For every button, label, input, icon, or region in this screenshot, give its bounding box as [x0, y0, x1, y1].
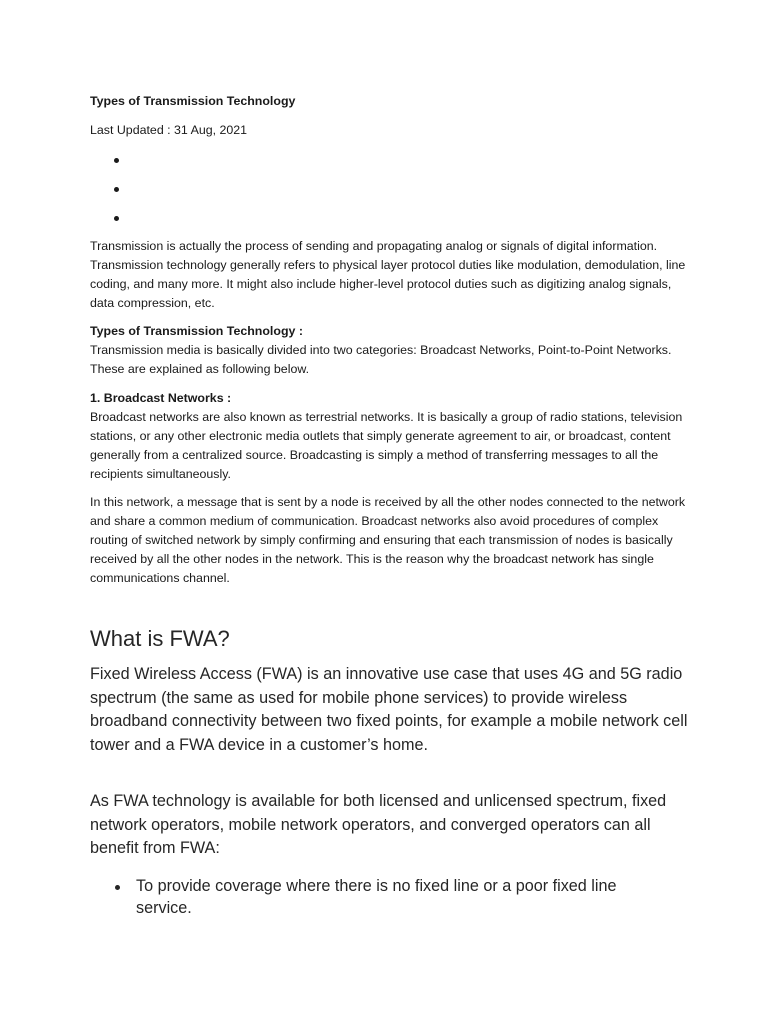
intro-block: [90, 237, 690, 313]
fwa-bullet-list: [112, 876, 672, 919]
fwa-heading: What is FWA?: [90, 626, 230, 651]
network-paragraph: In this network, a message that is sent by a node is received by all the other nodes connected to the network and share a common medium of communication. Broadcast networks also avoid procedures of complex routing of switched network by simply confirming and ensuring that each transmission of nodes is basically received by all the other nodes in the network. This is the reason why the broadcast network has single communications channel.: [90, 495, 686, 585]
types-heading: Types of Transmission Technology :: [90, 324, 303, 338]
last-updated-block: [90, 121, 690, 140]
intro-paragraph: Transmission is actually the process of sending and propagating analog or signals of digital information. Transmission technology generally refers to physical layer protocol duties like modulation, demodulation, line coding, and many more. It might also include higher-level protocol duties such as digitizing analog signals, data compression, etc.: [90, 239, 686, 310]
types-paragraph: Transmission media is basically divided into two categories: Broadcast Networks, Point-to-Point Networks. These are explained as following below.: [90, 343, 672, 376]
last-updated: Last Updated : 31 Aug, 2021: [90, 123, 248, 137]
broadcast-block: [90, 389, 690, 484]
fwa-paragraph-2: As FWA technology is available for both licensed and unlicensed spectrum, fixed network operators, mobile network operators, and converged operators can all benefit from FWA:: [90, 792, 667, 857]
broadcast-heading: 1. Broadcast Networks :: [90, 391, 232, 405]
broadcast-paragraph: Broadcast networks are also known as terrestrial networks. It is basically a group of radio stations, television stations, or any other electronic media outlets that simply generate agreement to air, or broadcast, content generally from a centralized source. Broadcasting is simply a method of transferring messages to all the recipients simultaneously.: [90, 410, 683, 481]
doc-title: Types of Transmission Technology: [90, 94, 296, 108]
fwa-paragraph-1: Fixed Wireless Access (FWA) is an innovative use case that uses 4G and 5G radio spectrum (the same as used for mobile phone services) to provide wireless broadband connectivity between two fixed points, for example a mobile network cell tower and a FWA device in a customer’s home.: [90, 665, 688, 754]
network-block: [90, 493, 690, 588]
fwa-bullet-item: To provide coverage where there is no fixed line or a poor fixed line service.: [112, 876, 672, 919]
doc-title-block: [90, 92, 690, 111]
types-block: [90, 322, 690, 379]
